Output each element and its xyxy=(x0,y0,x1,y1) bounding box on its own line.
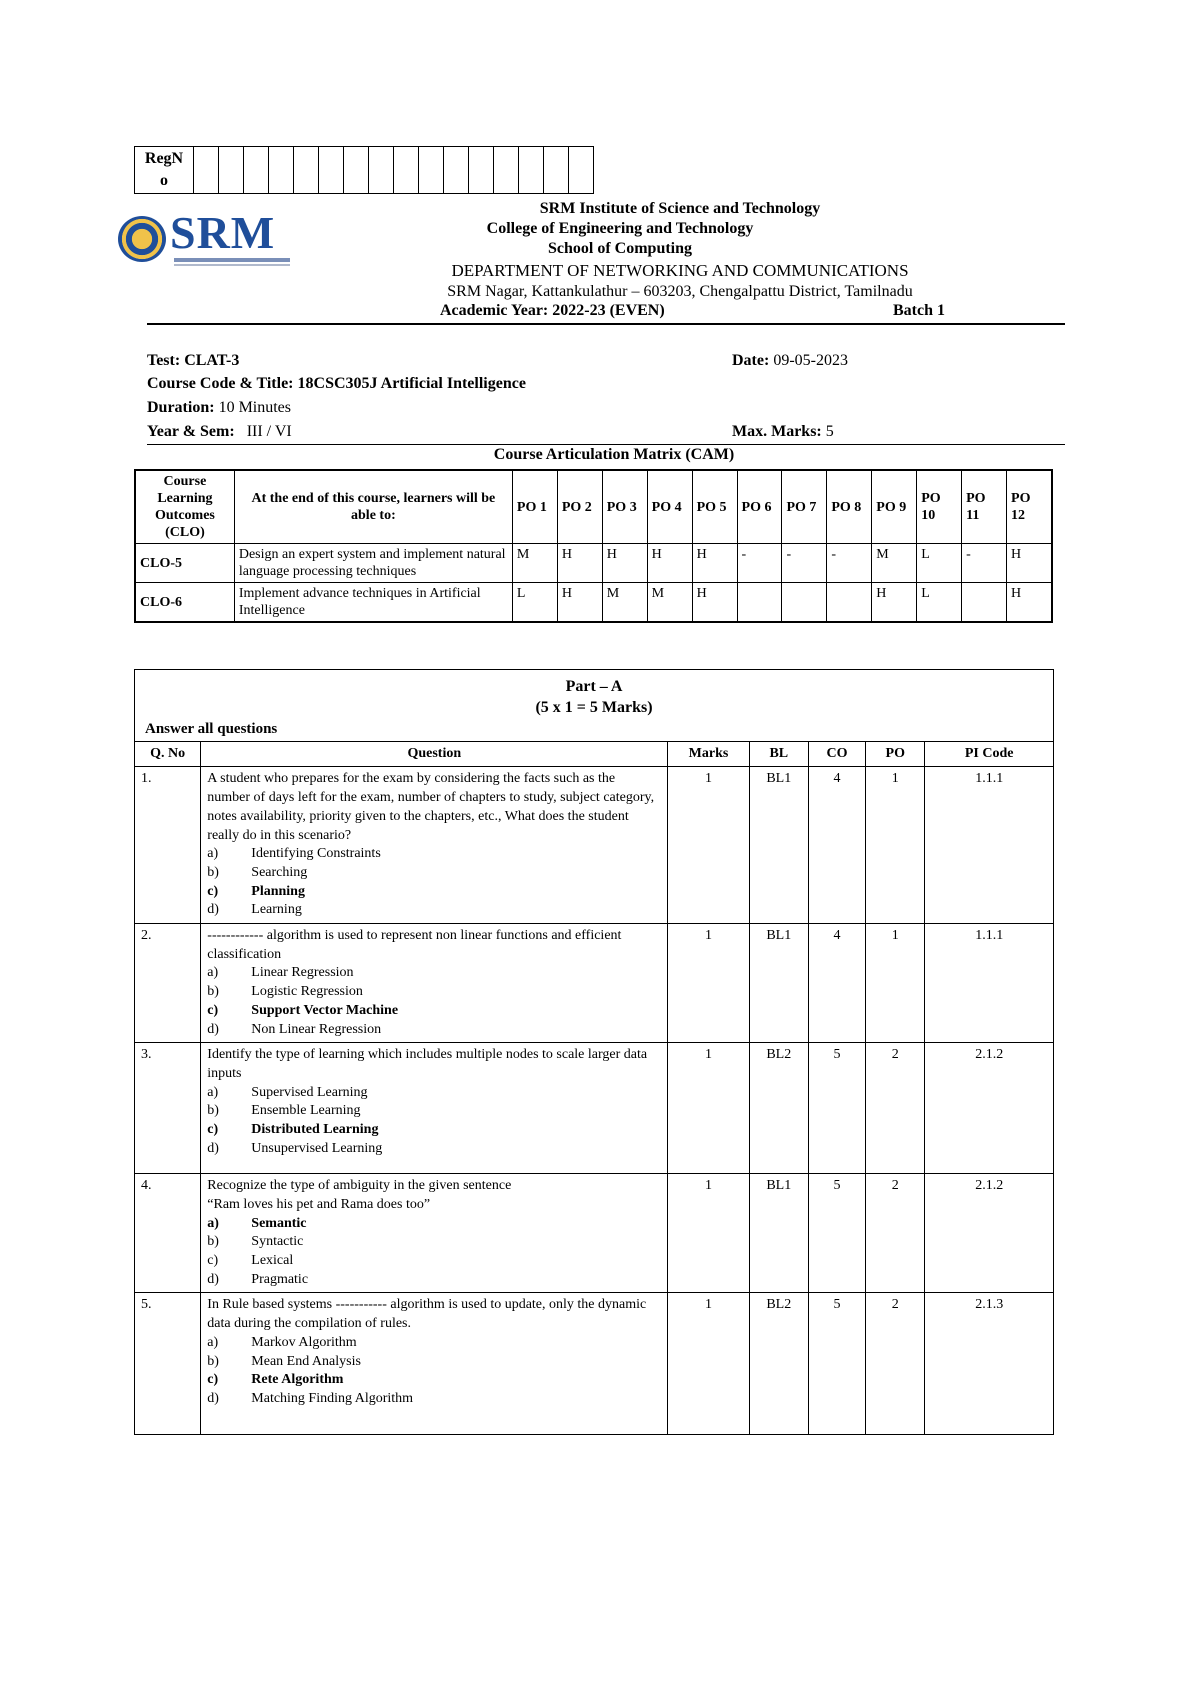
institute-name: SRM Institute of Science and Technology xyxy=(539,200,821,217)
option xyxy=(207,901,661,920)
header-question: Question xyxy=(201,741,668,767)
cam-po-value: - xyxy=(737,544,782,583)
cam-po-value: - xyxy=(782,544,827,583)
test-line: Test: CLAT-3 xyxy=(147,352,240,369)
option xyxy=(207,1353,661,1372)
option-key: c) xyxy=(207,1372,219,1388)
cam-po-value: L xyxy=(512,583,557,623)
question-marks: 1 xyxy=(668,1043,749,1174)
option-text: Ensemble Learning xyxy=(251,1103,361,1119)
cam-row xyxy=(135,583,1052,623)
option-text: Lexical xyxy=(251,1253,294,1269)
question-po: 1 xyxy=(866,767,925,924)
option-text: Matching Finding Algorithm xyxy=(251,1390,414,1406)
option xyxy=(207,1140,661,1159)
cam-po-value: L xyxy=(917,544,962,583)
cam-po-value xyxy=(827,583,872,623)
cam-po-value: H xyxy=(1007,583,1052,623)
option-key: a) xyxy=(207,1215,219,1231)
question-bl: BL2 xyxy=(749,1043,808,1174)
cam-po-value: H xyxy=(557,544,602,583)
emblem-icon xyxy=(118,216,166,262)
regno-label: RegN o xyxy=(135,147,194,194)
question-po: 2 xyxy=(866,1293,925,1435)
department-name: DEPARTMENT OF NETWORKING AND COMMUNICATIONS xyxy=(451,261,909,280)
question-po: 1 xyxy=(866,924,925,1043)
part-a-instruction: Answer all questions xyxy=(145,721,278,737)
batch: Batch 1 xyxy=(893,302,945,319)
cam-po-value: H xyxy=(557,583,602,623)
question-bl: BL1 xyxy=(749,924,808,1043)
question-text: A student who prepares for the exam by considering the facts such as the number of days left for the exam, number of chapters to study, subject category, notes availability, priority given to the chapters, etc., What does the student really do in this scenario? xyxy=(207,771,655,843)
cam-po-value xyxy=(737,583,782,623)
regno-digit-box xyxy=(569,147,594,194)
option-text: Rete Algorithm xyxy=(251,1372,344,1388)
regno-digit-box xyxy=(419,147,444,194)
option-correct xyxy=(207,1002,661,1021)
option xyxy=(207,1334,661,1353)
logo-tagline-2 xyxy=(174,264,290,266)
option-text: Supervised Learning xyxy=(251,1084,368,1100)
regno-digit-box xyxy=(219,147,244,194)
question-row xyxy=(135,767,1054,924)
maxmarks-line: Max. Marks: 5 xyxy=(732,423,834,440)
cam-clo: CLO-5 xyxy=(135,544,234,583)
regno-digit-box xyxy=(369,147,394,194)
question-co: 4 xyxy=(808,924,865,1043)
college-name: College of Engineering and Technology xyxy=(486,220,754,237)
cam-header-po: PO 12 xyxy=(1007,470,1052,544)
cam-po-value: - xyxy=(962,544,1007,583)
cam-header-desc: At the end of this course, learners will be able to: xyxy=(234,470,512,544)
cam-po-value: M xyxy=(602,583,647,623)
option-key: d) xyxy=(207,1390,219,1406)
question-co: 4 xyxy=(808,767,865,924)
cam-po-value: M xyxy=(647,583,692,623)
part-a-table xyxy=(134,669,1054,1435)
cam-po-value xyxy=(962,583,1007,623)
part-a-marks: (5 x 1 = 5 Marks) xyxy=(535,699,653,716)
question-bl: BL1 xyxy=(749,1174,808,1293)
cam-po-value: H xyxy=(1007,544,1052,583)
cam-po-value: H xyxy=(692,583,737,623)
cam-header-po: PO 8 xyxy=(827,470,872,544)
option-key: c) xyxy=(207,1253,219,1269)
cam-table xyxy=(134,469,1053,623)
option-key: a) xyxy=(207,1084,219,1100)
option xyxy=(207,1271,661,1290)
option-text: Markov Algorithm xyxy=(251,1334,357,1350)
cam-desc: Implement advance techniques in Artificial Intelligence xyxy=(234,583,512,623)
question-cell xyxy=(201,924,668,1043)
header-po: PO xyxy=(866,741,925,767)
option xyxy=(207,1021,661,1040)
question-row xyxy=(135,1043,1054,1174)
question-text: ------------ algorithm is used to represent non linear functions and efficient classification xyxy=(207,928,622,962)
cam-header-po: PO 10 xyxy=(917,470,962,544)
option xyxy=(207,845,661,864)
part-a-heading-cell xyxy=(135,670,1054,742)
option-key: a) xyxy=(207,1334,219,1350)
question-row xyxy=(135,1174,1054,1293)
option-key: a) xyxy=(207,965,219,981)
date-line: Date: 09-05-2023 xyxy=(732,352,848,369)
cam-clo: CLO-6 xyxy=(135,583,234,623)
srm-logo xyxy=(118,207,298,268)
cam-header-po: PO 3 xyxy=(602,470,647,544)
cam-desc: Design an expert system and implement natural language processing techniques xyxy=(234,544,512,583)
question-number: 3. xyxy=(135,1043,201,1174)
option-text: Semantic xyxy=(251,1215,307,1231)
question-co: 5 xyxy=(808,1043,865,1174)
regno-digit-box xyxy=(394,147,419,194)
option-key: b) xyxy=(207,864,219,880)
regno-digit-box xyxy=(269,147,294,194)
question-cell xyxy=(201,1293,668,1435)
duration-line: Duration: 10 Minutes xyxy=(147,399,292,416)
option-correct xyxy=(207,1215,661,1234)
cam-header-po: PO 6 xyxy=(737,470,782,544)
regno-box xyxy=(134,146,594,194)
question-pi: 1.1.1 xyxy=(925,767,1054,924)
option-correct xyxy=(207,1371,661,1390)
regno-digit-box xyxy=(344,147,369,194)
option-text: Unsupervised Learning xyxy=(251,1140,383,1156)
option xyxy=(207,1233,661,1252)
info-rule xyxy=(147,444,1065,445)
question-co: 5 xyxy=(808,1174,865,1293)
cam-header-po: PO 11 xyxy=(962,470,1007,544)
option-correct xyxy=(207,1121,661,1140)
option-text: Logistic Regression xyxy=(251,984,363,1000)
question-marks: 1 xyxy=(668,767,749,924)
option xyxy=(207,1252,661,1271)
logo-tagline xyxy=(174,258,290,262)
question-cell xyxy=(201,1174,668,1293)
question-cell xyxy=(201,767,668,924)
school-name: School of Computing xyxy=(547,240,693,257)
question-marks: 1 xyxy=(668,1174,749,1293)
regno-digit-box xyxy=(294,147,319,194)
option-key: d) xyxy=(207,902,219,918)
regno-digit-box xyxy=(194,147,219,194)
question-pi: 2.1.2 xyxy=(925,1043,1054,1174)
question-number: 1. xyxy=(135,767,201,924)
regno-digit-box xyxy=(244,147,269,194)
cam-header-clo: Course Learning Outcomes (CLO) xyxy=(135,470,234,544)
logo-wordmark: SRM xyxy=(170,207,276,258)
option-key: c) xyxy=(207,1002,219,1018)
cam-header-po: PO 5 xyxy=(692,470,737,544)
option xyxy=(207,1390,661,1409)
regno-digit-box xyxy=(319,147,344,194)
option-text: Non Linear Regression xyxy=(251,1021,382,1037)
yearsem-line: Year & Sem: III / VI xyxy=(147,423,292,440)
option-key: b) xyxy=(207,984,219,1000)
cam-po-value: M xyxy=(512,544,557,583)
cam-header-po: PO 9 xyxy=(872,470,917,544)
option-key: b) xyxy=(207,1353,219,1369)
option xyxy=(207,864,661,883)
question-text: Recognize the type of ambiguity in the given sentence “Ram loves his pet and Rama does too” xyxy=(207,1178,512,1212)
question-number: 4. xyxy=(135,1174,201,1293)
option-text: Distributed Learning xyxy=(251,1122,379,1138)
course-line: Course Code & Title: 18CSC305J Artificial Intelligence xyxy=(147,375,526,392)
question-bl: BL2 xyxy=(749,1293,808,1435)
option-text: Support Vector Machine xyxy=(251,1002,399,1018)
option-key: d) xyxy=(207,1021,219,1037)
option-text: Pragmatic xyxy=(251,1271,309,1287)
question-number: 2. xyxy=(135,924,201,1043)
option-text: Planning xyxy=(251,883,305,899)
cam-title: Course Articulation Matrix (CAM) xyxy=(493,446,735,463)
question-pi: 1.1.1 xyxy=(925,924,1054,1043)
question-number: 5. xyxy=(135,1293,201,1435)
option xyxy=(207,983,661,1002)
question-text: In Rule based systems ----------- algorithm is used to update, only the dynamic data during the compilation of rules. xyxy=(207,1297,647,1332)
question-cell xyxy=(201,1043,668,1174)
header-marks: Marks xyxy=(668,741,749,767)
option-key: b) xyxy=(207,1234,219,1250)
option-text: Learning xyxy=(251,902,302,918)
question-row xyxy=(135,1293,1054,1435)
question-bl: BL1 xyxy=(749,767,808,924)
cam-header-po: PO 2 xyxy=(557,470,602,544)
question-po: 2 xyxy=(866,1043,925,1174)
academic-year: Academic Year: 2022-23 (EVEN) xyxy=(440,302,665,319)
header-rule xyxy=(147,323,1065,325)
cam-po-value: - xyxy=(827,544,872,583)
header-qno: Q. No xyxy=(135,741,201,767)
option xyxy=(207,1102,661,1121)
cam-po-value: H xyxy=(692,544,737,583)
option-text: Syntactic xyxy=(251,1234,304,1250)
question-row xyxy=(135,924,1054,1043)
option-text: Mean End Analysis xyxy=(251,1353,361,1369)
cam-header-po: PO 1 xyxy=(512,470,557,544)
cam-po-value: H xyxy=(647,544,692,583)
cam-header-po: PO 4 xyxy=(647,470,692,544)
regno-digit-box xyxy=(444,147,469,194)
regno-digit-box xyxy=(494,147,519,194)
cam-po-value: H xyxy=(602,544,647,583)
cam-po-value: M xyxy=(872,544,917,583)
option-key: b) xyxy=(207,1103,219,1119)
cam-po-value xyxy=(782,583,827,623)
question-po: 2 xyxy=(866,1174,925,1293)
question-pi: 2.1.2 xyxy=(925,1174,1054,1293)
header-co: CO xyxy=(808,741,865,767)
question-co: 5 xyxy=(808,1293,865,1435)
cam-row xyxy=(135,544,1052,583)
question-pi: 2.1.3 xyxy=(925,1293,1054,1435)
header-pi-code: PI Code xyxy=(925,741,1054,767)
cam-po-value: H xyxy=(872,583,917,623)
option-key: c) xyxy=(207,1122,219,1138)
option-correct xyxy=(207,883,661,902)
part-a-title: Part – A xyxy=(565,678,623,695)
option-text: Searching xyxy=(251,864,308,880)
option-key: a) xyxy=(207,846,219,862)
option-key: d) xyxy=(207,1140,219,1156)
option-text: Linear Regression xyxy=(251,965,354,981)
regno-digit-box xyxy=(519,147,544,194)
regno-digit-box xyxy=(469,147,494,194)
question-marks: 1 xyxy=(668,1293,749,1435)
question-marks: 1 xyxy=(668,924,749,1043)
option-key: d) xyxy=(207,1271,219,1287)
regno-digit-box xyxy=(544,147,569,194)
address: SRM Nagar, Kattankulathur – 603203, Chengalpattu District, Tamilnadu xyxy=(447,283,913,300)
option xyxy=(207,1084,661,1103)
header-bl: BL xyxy=(749,741,808,767)
cam-header-po: PO 7 xyxy=(782,470,827,544)
option-key: c) xyxy=(207,883,219,899)
question-text: Identify the type of learning which includes multiple nodes to scale larger data inputs xyxy=(207,1047,648,1081)
option-text: Identifying Constraints xyxy=(251,846,381,862)
option xyxy=(207,964,661,983)
cam-po-value: L xyxy=(917,583,962,623)
